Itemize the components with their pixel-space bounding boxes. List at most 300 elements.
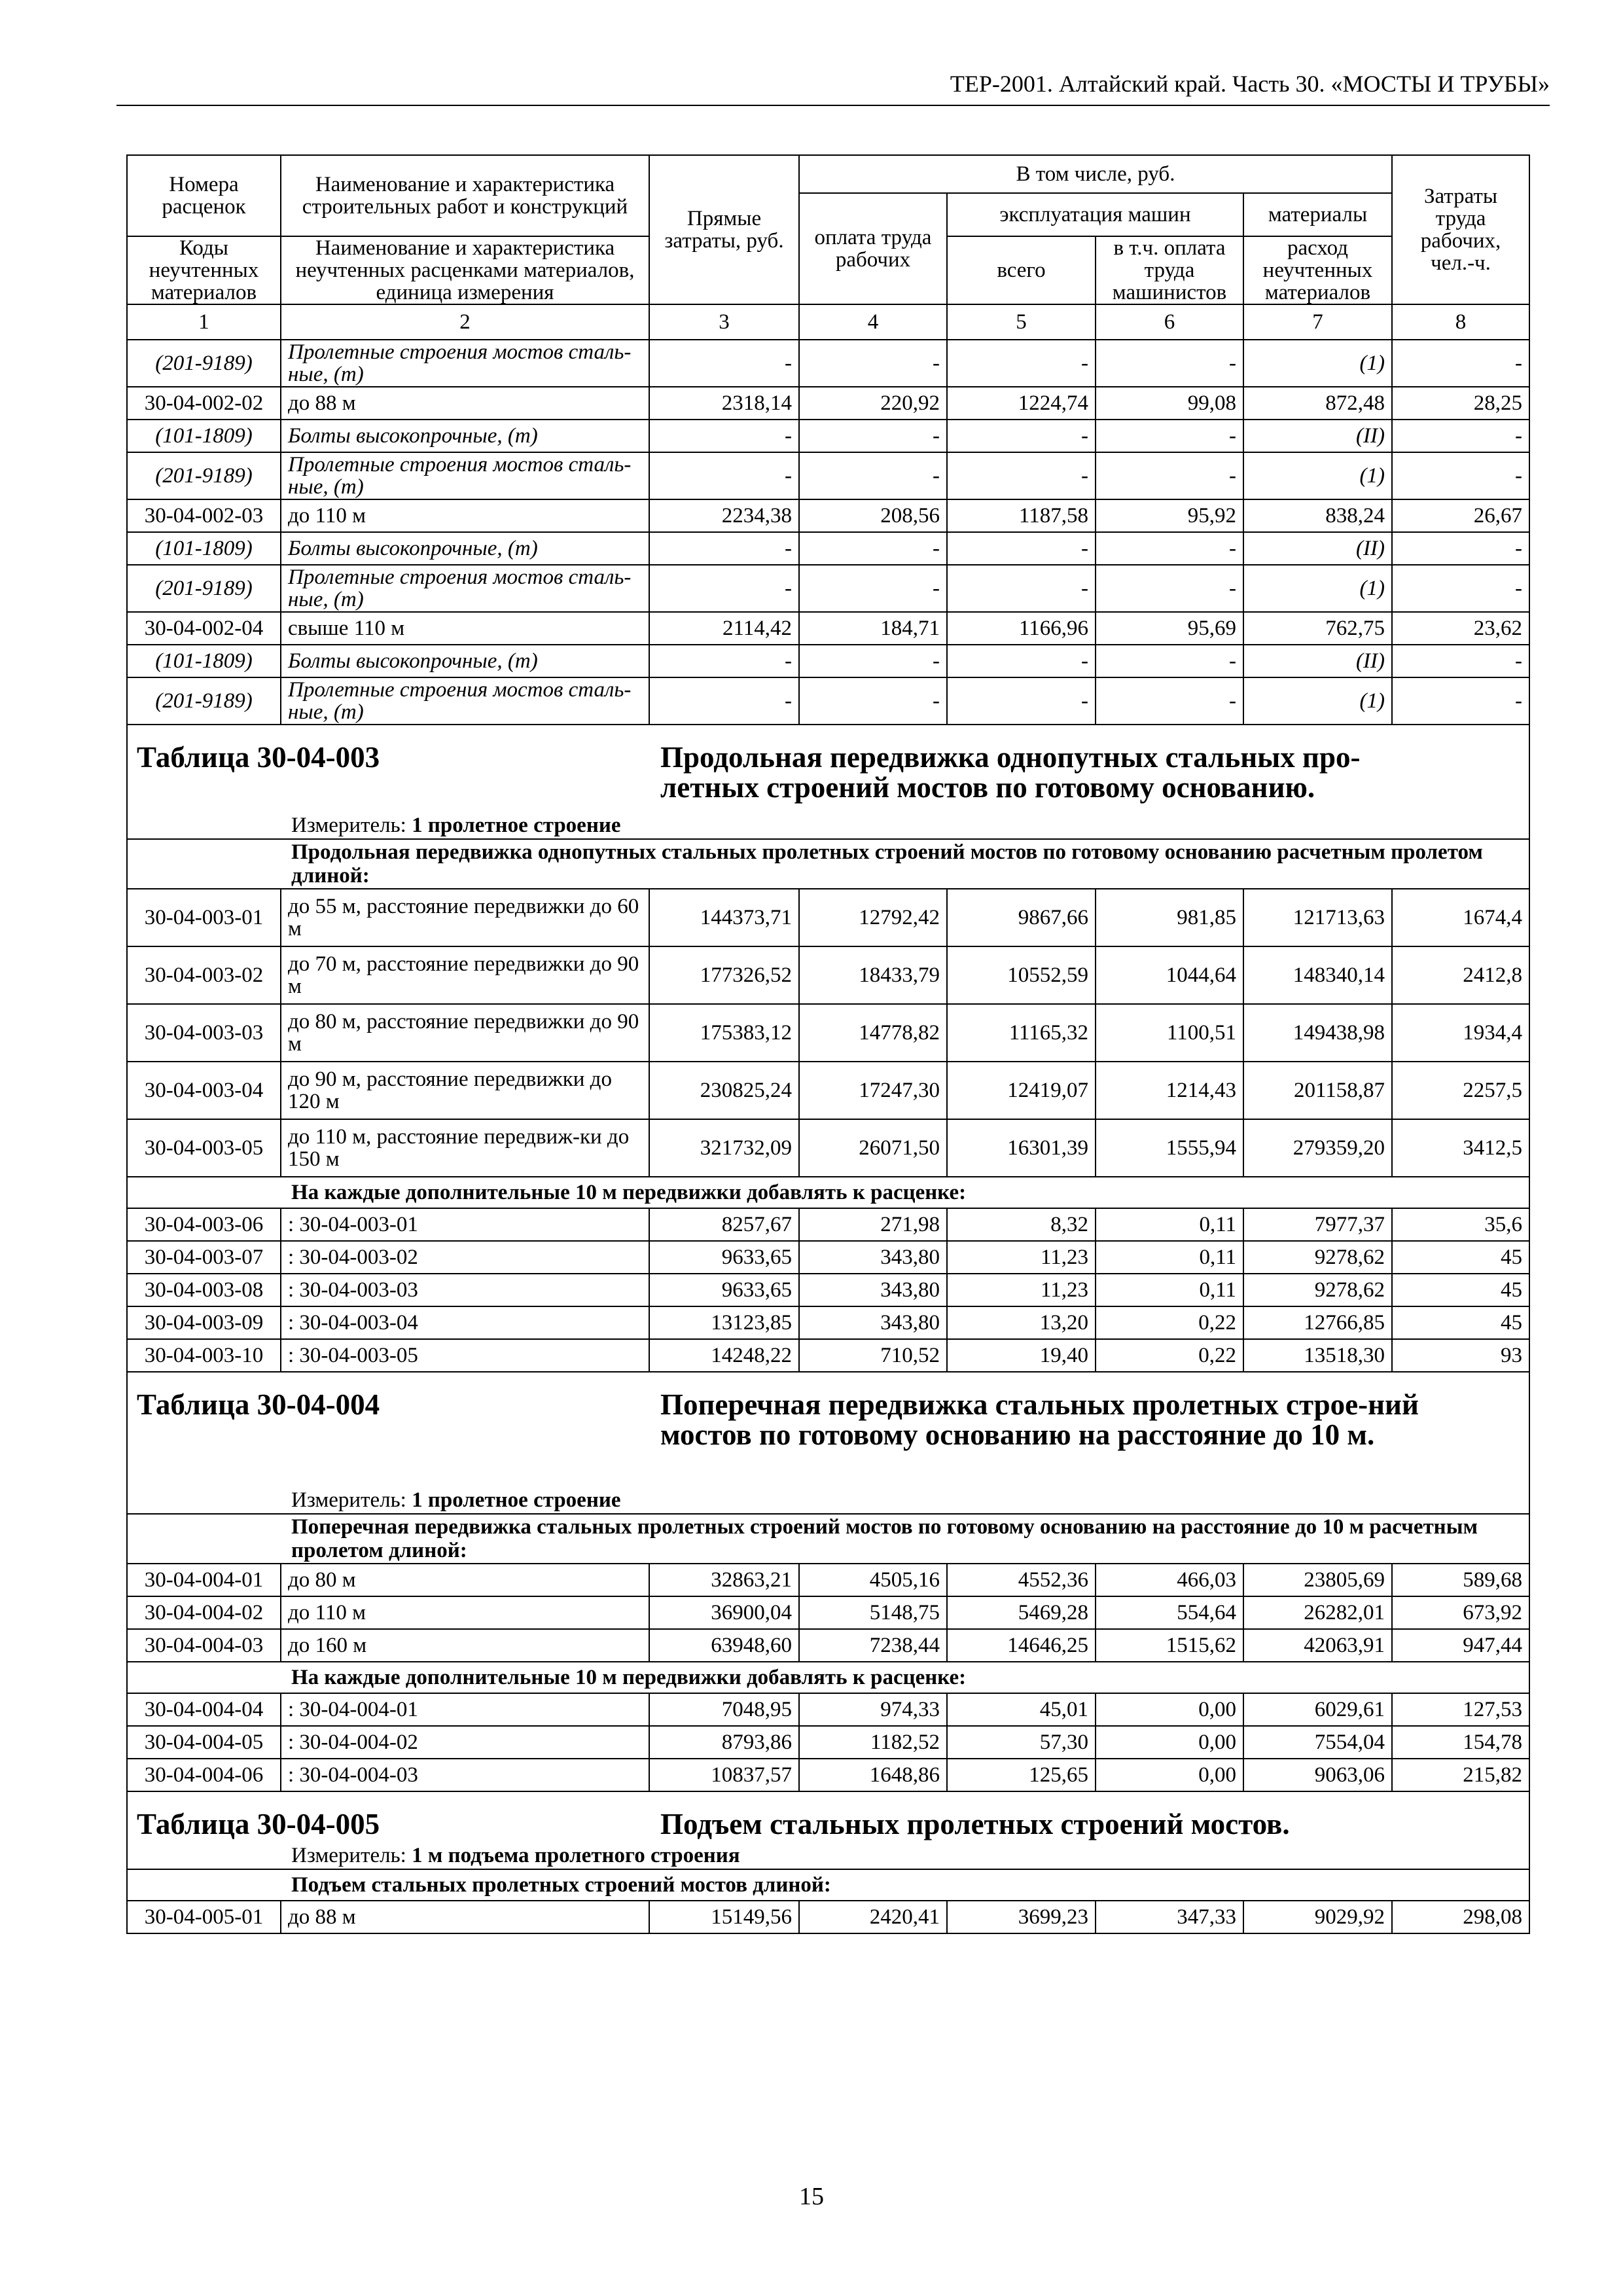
section-row <box>127 1514 1529 1564</box>
value-cell: 13518,30 <box>1243 1339 1392 1372</box>
meter-row <box>127 1487 1529 1514</box>
value-cell: 4505,16 <box>799 1564 947 1596</box>
value-cell: 32863,21 <box>649 1564 799 1596</box>
value-cell: - <box>799 532 947 565</box>
col-header-name: Наименование и характеристика строительных работ и конструкций <box>281 155 649 236</box>
value-cell: - <box>947 420 1096 452</box>
rate-code: 30-04-002-02 <box>127 387 281 420</box>
value-cell: 23,62 <box>1392 612 1529 645</box>
value-cell: 321732,09 <box>649 1119 799 1177</box>
section-row <box>127 839 1529 889</box>
value-cell: - <box>1392 645 1529 677</box>
value-cell: 0,11 <box>1096 1274 1243 1306</box>
value-cell: 9633,65 <box>649 1274 799 1306</box>
section-row <box>127 1177 1529 1208</box>
value-cell: 343,80 <box>799 1274 947 1306</box>
col-header-material-codes: Коды неучтенных материалов <box>127 236 281 304</box>
value-cell: 45 <box>1392 1306 1529 1339</box>
rate-code: 30-04-004-04 <box>127 1693 281 1726</box>
value-cell: 2234,38 <box>649 499 799 532</box>
table-title-cell <box>127 1372 1529 1487</box>
rate-name: до 160 м <box>281 1629 649 1662</box>
value-cell: 99,08 <box>1096 387 1243 420</box>
value-cell: 26282,01 <box>1243 1596 1392 1629</box>
column-number: 3 <box>649 304 799 340</box>
value-cell: - <box>799 645 947 677</box>
meter-value: 1 м подъема пролетного строения <box>412 1844 740 1867</box>
table-row <box>127 645 1529 677</box>
value-cell: - <box>649 565 799 612</box>
meter-row <box>127 1842 1529 1869</box>
value-cell: 45 <box>1392 1274 1529 1306</box>
rate-code: 30-04-002-03 <box>127 499 281 532</box>
value-cell: 838,24 <box>1243 499 1392 532</box>
value-cell: 2318,14 <box>649 387 799 420</box>
value-cell: - <box>649 677 799 725</box>
meter-value: 1 пролетное строение <box>412 1488 621 1512</box>
section-row <box>127 1662 1529 1693</box>
value-cell: 4552,36 <box>947 1564 1096 1596</box>
table-row <box>127 1901 1529 1933</box>
value-cell: 762,75 <box>1243 612 1392 645</box>
table-row <box>127 1629 1529 1662</box>
value-cell: 11,23 <box>947 1274 1096 1306</box>
meter-value: 1 пролетное строение <box>412 814 621 837</box>
meter-cell <box>127 812 1529 839</box>
value-cell: (II) <box>1243 645 1392 677</box>
table-row <box>127 946 1529 1004</box>
table-title: Поперечная передвижка стальных пролетных строе-ний мостов по готовому основанию на расстояние до 10 м. <box>660 1388 1419 1451</box>
rate-name: до 88 м <box>281 1901 649 1933</box>
table-row <box>127 1004 1529 1062</box>
rate-code: 30-04-005-01 <box>127 1901 281 1933</box>
table-row <box>127 499 1529 532</box>
rate-name: до 110 м <box>281 1596 649 1629</box>
value-cell: - <box>799 452 947 499</box>
rate-code: 30-04-003-01 <box>127 889 281 946</box>
col-header-materials: материалы <box>1243 193 1392 236</box>
value-cell: 0,11 <box>1096 1208 1243 1241</box>
value-cell: - <box>1096 645 1243 677</box>
table-row <box>127 1693 1529 1726</box>
value-cell: 7238,44 <box>799 1629 947 1662</box>
value-cell: - <box>649 340 799 387</box>
value-cell: 7048,95 <box>649 1693 799 1726</box>
value-cell: 220,92 <box>799 387 947 420</box>
value-cell: 175383,12 <box>649 1004 799 1062</box>
value-cell: 2257,5 <box>1392 1062 1529 1119</box>
table-title: Продольная передвижка однопутных стальных про-летных строений мостов по готовому основанию. <box>660 741 1361 804</box>
value-cell: 144373,71 <box>649 889 799 946</box>
rate-name: : 30-04-003-04 <box>281 1306 649 1339</box>
value-cell: 13123,85 <box>649 1306 799 1339</box>
section-heading: Подъем стальных пролетных строений мостов длиной: <box>127 1869 1529 1901</box>
value-cell: (1) <box>1243 452 1392 499</box>
value-cell: 23805,69 <box>1243 1564 1392 1596</box>
value-cell: 45,01 <box>947 1693 1096 1726</box>
value-cell: 710,52 <box>799 1339 947 1372</box>
value-cell: - <box>1392 340 1529 387</box>
value-cell: 1224,74 <box>947 387 1096 420</box>
table-row <box>127 889 1529 946</box>
value-cell: 121713,63 <box>1243 889 1392 946</box>
value-cell: 0,00 <box>1096 1726 1243 1759</box>
value-cell: 1648,86 <box>799 1759 947 1791</box>
rate-code: (101-1809) <box>127 420 281 452</box>
table-number: Таблица 30-04-005 <box>137 1808 380 1840</box>
section-row <box>127 1869 1529 1901</box>
value-cell: 271,98 <box>799 1208 947 1241</box>
value-cell: 673,92 <box>1392 1596 1529 1629</box>
table-row <box>127 452 1529 499</box>
value-cell: - <box>799 420 947 452</box>
value-cell: (II) <box>1243 532 1392 565</box>
rate-name: Болты высокопрочные, (т) <box>281 532 649 565</box>
table-body <box>127 155 1529 1933</box>
rate-code: 30-04-004-06 <box>127 1759 281 1791</box>
value-cell: 1166,96 <box>947 612 1096 645</box>
value-cell: 12766,85 <box>1243 1306 1392 1339</box>
value-cell: 45 <box>1392 1241 1529 1274</box>
col-header-labor: Затраты труда рабочих, чел.-ч. <box>1392 155 1529 304</box>
value-cell: (1) <box>1243 677 1392 725</box>
value-cell: - <box>1096 677 1243 725</box>
meter-cell <box>127 1842 1529 1869</box>
value-cell: 149438,98 <box>1243 1004 1392 1062</box>
rate-code: (201-9189) <box>127 452 281 499</box>
rate-name: до 55 м, расстояние передвижки до 60 м <box>281 889 649 946</box>
meter <box>134 1842 1522 1869</box>
rate-name: до 90 м, расстояние передвижки до 120 м <box>281 1062 649 1119</box>
table-row <box>127 1596 1529 1629</box>
rate-code: 30-04-002-04 <box>127 612 281 645</box>
column-numbers-row <box>127 304 1529 340</box>
value-cell: - <box>1392 420 1529 452</box>
value-cell: - <box>1096 532 1243 565</box>
section-heading: Продольная передвижка однопутных стальных пролетных строений мостов по готовому основанию расчетным пролетом длиной: <box>127 839 1529 889</box>
meter <box>134 1487 1522 1513</box>
rate-code: 30-04-003-08 <box>127 1274 281 1306</box>
value-cell: 95,92 <box>1096 499 1243 532</box>
rate-name: Пролетные строения мостов сталь-ные, (т) <box>281 565 649 612</box>
value-cell: - <box>1392 532 1529 565</box>
rate-name: свыше 110 м <box>281 612 649 645</box>
value-cell: - <box>947 340 1096 387</box>
value-cell: 974,33 <box>799 1693 947 1726</box>
value-cell: 2420,41 <box>799 1901 947 1933</box>
value-cell: 95,69 <box>1096 612 1243 645</box>
value-cell: - <box>1392 677 1529 725</box>
table-row <box>127 1062 1529 1119</box>
rate-name: Пролетные строения мостов сталь-ные, (т) <box>281 340 649 387</box>
value-cell: 1555,94 <box>1096 1119 1243 1177</box>
rate-code: (201-9189) <box>127 677 281 725</box>
value-cell: 466,03 <box>1096 1564 1243 1596</box>
value-cell: - <box>649 532 799 565</box>
column-number: 4 <box>799 304 947 340</box>
value-cell: 1214,43 <box>1096 1062 1243 1119</box>
table-row <box>127 532 1529 565</box>
meter-label: Измеритель: <box>291 1488 406 1512</box>
value-cell: (II) <box>1243 420 1392 452</box>
col-header-codes: Номера расценок <box>127 155 281 236</box>
value-cell: 184,71 <box>799 612 947 645</box>
meter-row <box>127 812 1529 839</box>
rate-code: 30-04-003-06 <box>127 1208 281 1241</box>
value-cell: 10552,59 <box>947 946 1096 1004</box>
table-row <box>127 612 1529 645</box>
section-heading: На каждые дополнительные 10 м передвижки добавлять к расценке: <box>127 1177 1529 1208</box>
rate-code: 30-04-003-09 <box>127 1306 281 1339</box>
rate-name: до 110 м, расстояние передвиж-ки до 150 м <box>281 1119 649 1177</box>
value-cell: 5148,75 <box>799 1596 947 1629</box>
column-number: 6 <box>1096 304 1243 340</box>
rate-code: 30-04-003-05 <box>127 1119 281 1177</box>
value-cell: - <box>799 565 947 612</box>
value-cell: 42063,91 <box>1243 1629 1392 1662</box>
value-cell: 19,40 <box>947 1339 1096 1372</box>
value-cell: - <box>947 645 1096 677</box>
rate-name: : 30-04-003-03 <box>281 1274 649 1306</box>
value-cell: 7977,37 <box>1243 1208 1392 1241</box>
value-cell: 0,00 <box>1096 1759 1243 1791</box>
value-cell: 1934,4 <box>1392 1004 1529 1062</box>
rate-code: 30-04-003-04 <box>127 1062 281 1119</box>
rate-name: : 30-04-004-03 <box>281 1759 649 1791</box>
value-cell: 14646,25 <box>947 1629 1096 1662</box>
table-title-cell <box>127 725 1529 812</box>
col-header-machines-total: всего <box>947 236 1096 304</box>
value-cell: 2412,8 <box>1392 946 1529 1004</box>
value-cell: 35,6 <box>1392 1208 1529 1241</box>
column-number: 7 <box>1243 304 1392 340</box>
rate-name: Болты высокопрочные, (т) <box>281 420 649 452</box>
value-cell: 589,68 <box>1392 1564 1529 1596</box>
value-cell: 347,33 <box>1096 1901 1243 1933</box>
col-header-operator-wages: в т.ч. оплата труда машинистов <box>1096 236 1243 304</box>
table-row <box>127 677 1529 725</box>
value-cell: 9278,62 <box>1243 1241 1392 1274</box>
rate-code: 30-04-004-03 <box>127 1629 281 1662</box>
value-cell: 5469,28 <box>947 1596 1096 1629</box>
value-cell: 13,20 <box>947 1306 1096 1339</box>
value-cell: 3699,23 <box>947 1901 1096 1933</box>
col-header-including: В том числе, руб. <box>799 155 1392 193</box>
header-row <box>127 155 1529 193</box>
rate-name: до 88 м <box>281 387 649 420</box>
table-row <box>127 1241 1529 1274</box>
rate-name: : 30-04-003-05 <box>281 1339 649 1372</box>
rate-code: 30-04-004-02 <box>127 1596 281 1629</box>
value-cell: 215,82 <box>1392 1759 1529 1791</box>
value-cell: 872,48 <box>1243 387 1392 420</box>
rate-code: (101-1809) <box>127 532 281 565</box>
rate-name: : 30-04-004-02 <box>281 1726 649 1759</box>
value-cell: 36900,04 <box>649 1596 799 1629</box>
value-cell: 947,44 <box>1392 1629 1529 1662</box>
value-cell: - <box>1096 420 1243 452</box>
rate-name: до 80 м, расстояние передвижки до 90 м <box>281 1004 649 1062</box>
col-header-machines: эксплуатация машин <box>947 193 1243 236</box>
value-cell: - <box>1096 340 1243 387</box>
value-cell: - <box>1096 565 1243 612</box>
meter-label: Измеритель: <box>291 814 406 837</box>
value-cell: 26,67 <box>1392 499 1529 532</box>
value-cell: 125,65 <box>947 1759 1096 1791</box>
value-cell: 17247,30 <box>799 1062 947 1119</box>
table-row <box>127 1119 1529 1177</box>
value-cell: 1674,4 <box>1392 889 1529 946</box>
value-cell: 148340,14 <box>1243 946 1392 1004</box>
value-cell: 14778,82 <box>799 1004 947 1062</box>
column-number: 8 <box>1392 304 1529 340</box>
value-cell: 11,23 <box>947 1241 1096 1274</box>
table-number: Таблица 30-04-003 <box>137 741 380 774</box>
value-cell: 127,53 <box>1392 1693 1529 1726</box>
value-cell: - <box>947 452 1096 499</box>
value-cell: 93 <box>1392 1339 1529 1372</box>
value-cell: 18433,79 <box>799 946 947 1004</box>
section-heading: Поперечная передвижка стальных пролетных строений мостов по готовому основанию на расстояние до 10 м расчетным пролетом длиной: <box>127 1514 1529 1564</box>
table-title-row <box>127 1791 1529 1842</box>
value-cell: 63948,60 <box>649 1629 799 1662</box>
rate-code: 30-04-004-05 <box>127 1726 281 1759</box>
table-title: Подъем стальных пролетных строений мостов. <box>660 1808 1290 1840</box>
rate-name: Пролетные строения мостов сталь-ные, (т) <box>281 677 649 725</box>
table-title-row <box>127 725 1529 812</box>
value-cell: 8257,67 <box>649 1208 799 1241</box>
rate-code: 30-04-003-10 <box>127 1339 281 1372</box>
rate-name: до 70 м, расстояние передвижки до 90 м <box>281 946 649 1004</box>
table-number: Таблица 30-04-004 <box>137 1388 380 1421</box>
page-number: 15 <box>799 2183 824 2210</box>
value-cell: 9867,66 <box>947 889 1096 946</box>
value-cell: - <box>1392 565 1529 612</box>
value-cell: 201158,87 <box>1243 1062 1392 1119</box>
col-header-material-name: Наименование и характеристика неучтенных расценками материалов, единица измерения <box>281 236 649 304</box>
section-heading: На каждые дополнительные 10 м передвижки добавлять к расценке: <box>127 1662 1529 1693</box>
value-cell: 1187,58 <box>947 499 1096 532</box>
col-header-wages: оплата труда рабочих <box>799 193 947 304</box>
value-cell: 16301,39 <box>947 1119 1096 1177</box>
value-cell: 9029,92 <box>1243 1901 1392 1933</box>
rate-name: Болты высокопрочные, (т) <box>281 645 649 677</box>
value-cell: 0,11 <box>1096 1241 1243 1274</box>
rate-code: 30-04-003-02 <box>127 946 281 1004</box>
running-header: ТЕР-2001. Алтайский край. Часть 30. «МОСТЫ И ТРУБЫ» <box>116 68 1550 106</box>
value-cell: 208,56 <box>799 499 947 532</box>
value-cell: 9063,06 <box>1243 1759 1392 1791</box>
table-title-row <box>127 1372 1529 1487</box>
value-cell: - <box>649 420 799 452</box>
rate-name: : 30-04-004-01 <box>281 1693 649 1726</box>
rate-code: (101-1809) <box>127 645 281 677</box>
meter <box>134 812 1522 838</box>
rate-code: 30-04-004-01 <box>127 1564 281 1596</box>
value-cell: 57,30 <box>947 1726 1096 1759</box>
table-row <box>127 1759 1529 1791</box>
rate-name: : 30-04-003-01 <box>281 1208 649 1241</box>
column-number: 1 <box>127 304 281 340</box>
value-cell: 0,00 <box>1096 1693 1243 1726</box>
value-cell: 0,22 <box>1096 1339 1243 1372</box>
value-cell: 9633,65 <box>649 1241 799 1274</box>
value-cell: 0,22 <box>1096 1306 1243 1339</box>
value-cell: - <box>799 677 947 725</box>
table-row <box>127 1339 1529 1372</box>
value-cell: 10837,57 <box>649 1759 799 1791</box>
rate-name: Пролетные строения мостов сталь-ные, (т) <box>281 452 649 499</box>
value-cell: - <box>947 677 1096 725</box>
value-cell: 26071,50 <box>799 1119 947 1177</box>
value-cell: 2114,42 <box>649 612 799 645</box>
column-number: 5 <box>947 304 1096 340</box>
value-cell: 177326,52 <box>649 946 799 1004</box>
table-row <box>127 1274 1529 1306</box>
rate-code: (201-9189) <box>127 565 281 612</box>
col-header-direct-costs: Прямые затраты, руб. <box>649 155 799 304</box>
price-table <box>126 154 1530 1934</box>
table-row <box>127 340 1529 387</box>
value-cell: 343,80 <box>799 1306 947 1339</box>
value-cell: 9278,62 <box>1243 1274 1392 1306</box>
value-cell: 3412,5 <box>1392 1119 1529 1177</box>
value-cell: 298,08 <box>1392 1901 1529 1933</box>
value-cell: - <box>799 340 947 387</box>
rate-code: (201-9189) <box>127 340 281 387</box>
value-cell: - <box>947 532 1096 565</box>
value-cell: - <box>947 565 1096 612</box>
value-cell: 981,85 <box>1096 889 1243 946</box>
table-row <box>127 387 1529 420</box>
table-row <box>127 1726 1529 1759</box>
value-cell: 8,32 <box>947 1208 1096 1241</box>
value-cell: 15149,56 <box>649 1901 799 1933</box>
table-row <box>127 1208 1529 1241</box>
rate-name: до 110 м <box>281 499 649 532</box>
table-row <box>127 1306 1529 1339</box>
value-cell: - <box>649 452 799 499</box>
value-cell: 1044,64 <box>1096 946 1243 1004</box>
value-cell: - <box>1392 452 1529 499</box>
value-cell: 14248,22 <box>649 1339 799 1372</box>
value-cell: 12419,07 <box>947 1062 1096 1119</box>
rate-name: до 80 м <box>281 1564 649 1596</box>
value-cell: 154,78 <box>1392 1726 1529 1759</box>
column-number: 2 <box>281 304 649 340</box>
value-cell: 8793,86 <box>649 1726 799 1759</box>
meter-cell <box>127 1487 1529 1514</box>
value-cell: 11165,32 <box>947 1004 1096 1062</box>
rate-name: : 30-04-003-02 <box>281 1241 649 1274</box>
rate-code: 30-04-003-03 <box>127 1004 281 1062</box>
value-cell: (1) <box>1243 340 1392 387</box>
value-cell: 279359,20 <box>1243 1119 1392 1177</box>
table-row <box>127 1564 1529 1596</box>
value-cell: 1100,51 <box>1096 1004 1243 1062</box>
table-row <box>127 565 1529 612</box>
value-cell: 7554,04 <box>1243 1726 1392 1759</box>
value-cell: 12792,42 <box>799 889 947 946</box>
col-header-material-consumption: расход неучтенных материалов <box>1243 236 1392 304</box>
value-cell: 343,80 <box>799 1241 947 1274</box>
value-cell: (1) <box>1243 565 1392 612</box>
value-cell: 28,25 <box>1392 387 1529 420</box>
rate-code: 30-04-003-07 <box>127 1241 281 1274</box>
table-row <box>127 420 1529 452</box>
value-cell: 230825,24 <box>649 1062 799 1119</box>
value-cell: - <box>1096 452 1243 499</box>
